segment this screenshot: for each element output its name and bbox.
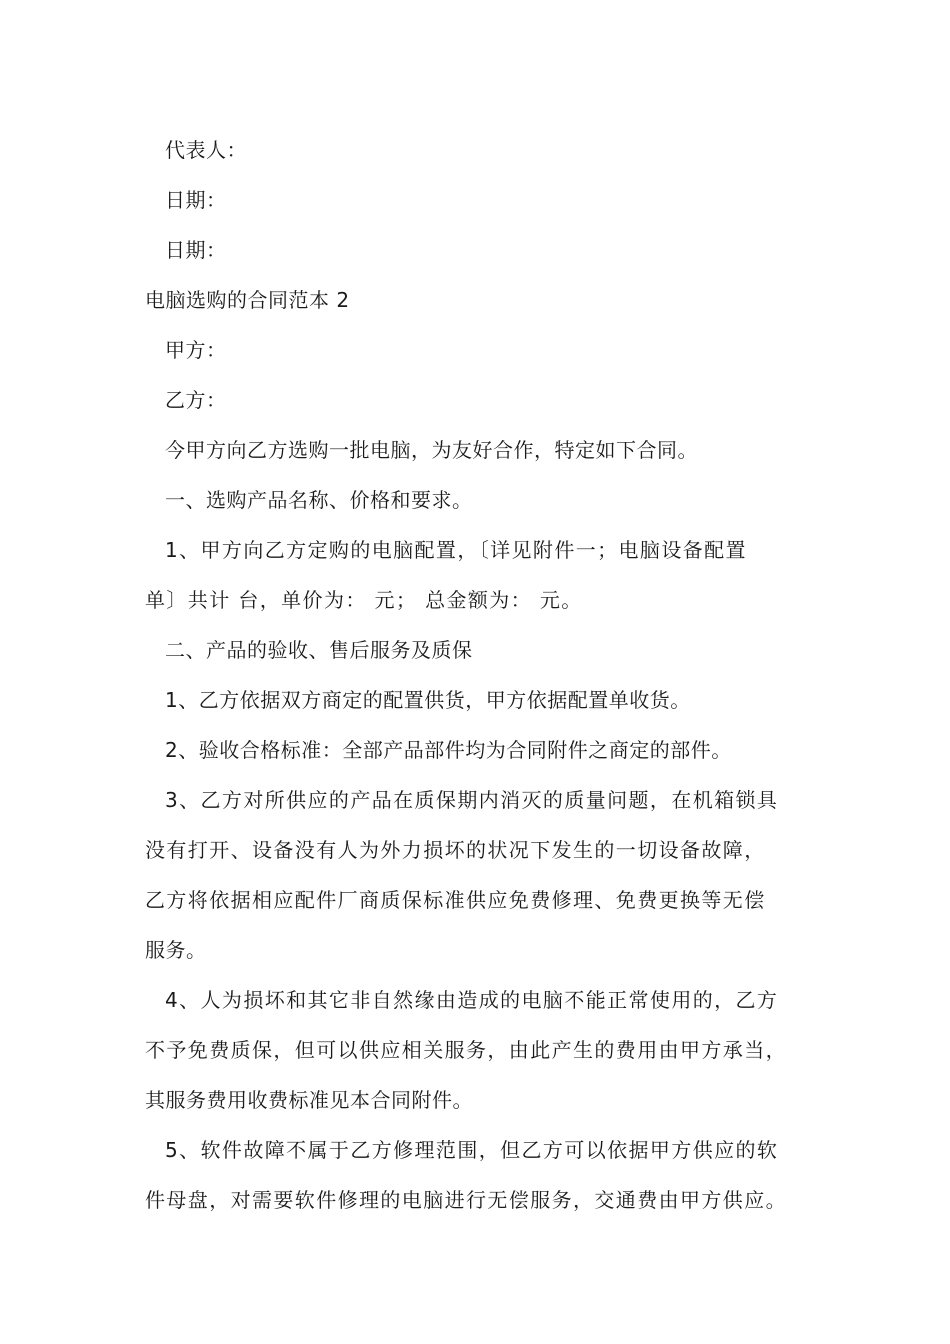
clause-2-5-line-2: 件母盘，对需要软件修理的电脑进行无偿服务，交通费由甲方供应。	[145, 1188, 787, 1212]
date-label-2: 日期：	[165, 238, 227, 262]
section-1-heading: 一、选购产品名称、价格和要求。	[165, 488, 473, 512]
clause-2-3-line-1: 3、乙方对所供应的产品在质保期内消灭的质量问题，在机箱锁具	[165, 788, 779, 812]
clause-2-3-line-4: 服务。	[145, 938, 207, 962]
clause-2-3-line-3: 乙方将依据相应配件厂商质保标准供应免费修理、免费更换等无偿	[145, 888, 766, 912]
representative-label: 代表人：	[165, 138, 247, 162]
clause-1-1-line-2: 单〕共计 台，单价为： 元； 总金额为： 元。	[145, 588, 583, 612]
clause-2-1: 1、乙方依据双方商定的配置供货，甲方依据配置单收货。	[165, 688, 691, 712]
clause-2-4-line-1: 4、人为损坏和其它非自然缘由造成的电脑不能正常使用的，乙方	[165, 988, 779, 1012]
clause-2-2: 2、验收合格标准：全部产品部件均为合同附件之商定的部件。	[165, 738, 732, 762]
clause-2-5-line-1: 5、软件故障不属于乙方修理范围，但乙方可以依据甲方供应的软	[165, 1138, 779, 1162]
party-a-label: 甲方：	[165, 338, 227, 362]
preamble: 今甲方向乙方选购一批电脑，为友好合作，特定如下合同。	[165, 438, 698, 462]
clause-1-1-line-1: 1、甲方向乙方定购的电脑配置，〔详见附件一；电脑设备配置	[165, 538, 747, 562]
contract-title: 电脑选购的合同范本 2	[145, 288, 350, 312]
party-b-label: 乙方：	[165, 388, 227, 412]
clause-2-4-line-3: 其服务费用收费标准见本合同附件。	[145, 1088, 473, 1112]
date-label-1: 日期：	[165, 188, 227, 212]
clause-2-4-line-2: 不予免费质保，但可以供应相关服务，由此产生的费用由甲方承当，	[145, 1038, 787, 1062]
clause-2-3-line-2: 没有打开、设备没有人为外力损坏的状况下发生的一切设备故障，	[145, 838, 766, 862]
section-2-heading: 二、产品的验收、售后服务及质保	[165, 638, 473, 662]
